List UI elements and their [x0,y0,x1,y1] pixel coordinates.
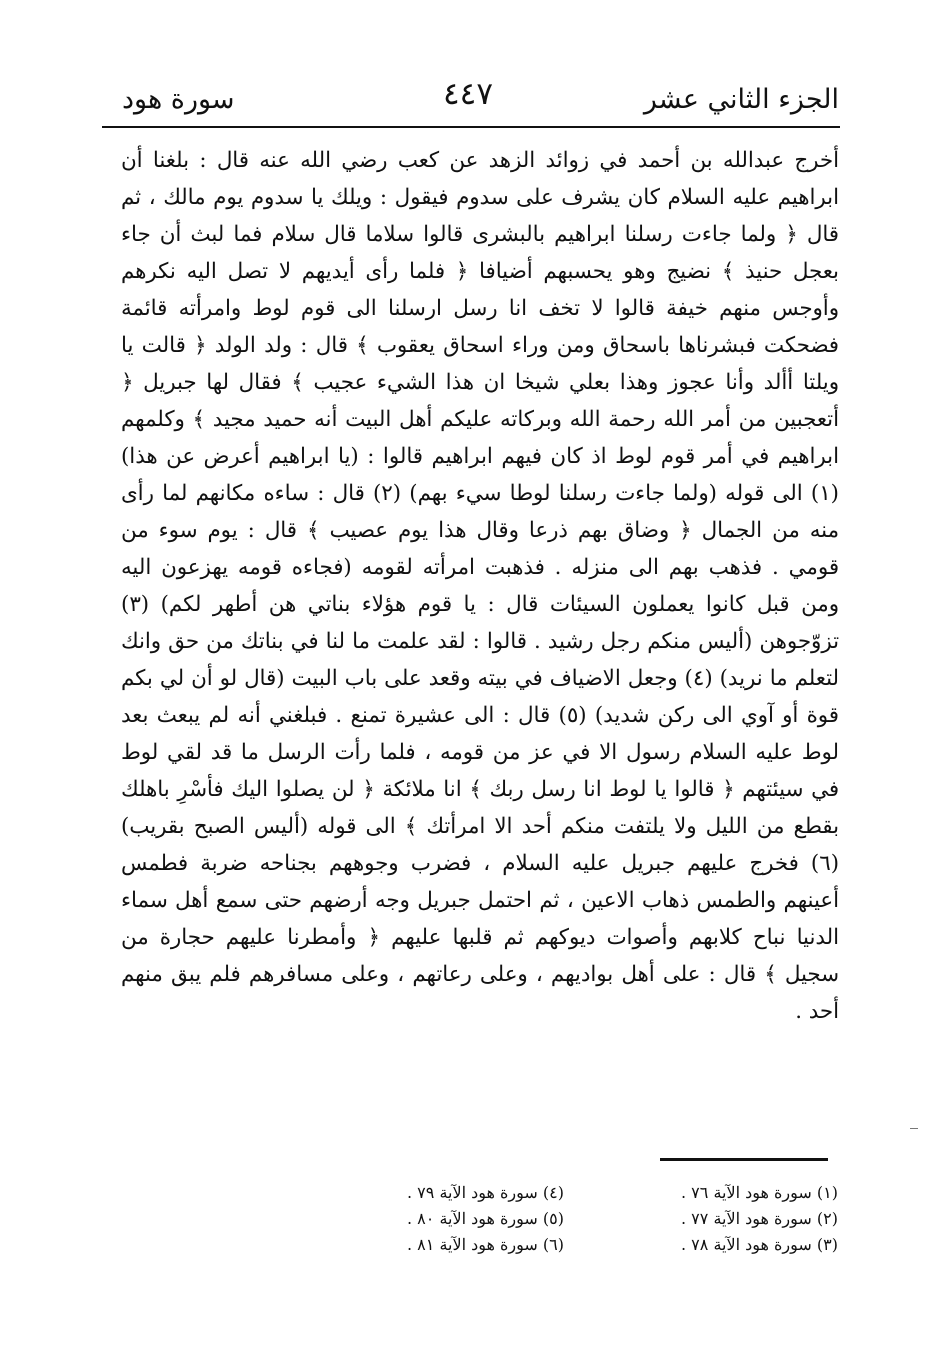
footnote-4: (٤) سورة هود الآية ٧٩ . [407,1183,564,1202]
margin-mark [910,1128,918,1129]
footnote-divider [660,1158,828,1161]
main-paragraph: أخرج عبدالله بن أحمد في زوائد الزهد عن كعب رضي الله عنه قال : بلغنا أن ابراهيم عليه السلام كان يشرف على سدوم فيقول : ويلك يا سدوم يوم مالك ، ثم قال ﴿ ولما جاءت رسلنا ابراهيم بالبشرى قالوا سلاما قال سلام فما لبث أن جاء بعجل حنيذ ﴾ نضيج وهو يحسبهم أضيافا ﴿ فلما رأى أيديهم لا تصل اليه نكرهم وأوجس منهم خيفة قالوا لا تخف انا رسل ارسلنا الى قوم لوط وامرأته قائمة فضحكت فبشرناها باسحاق ومن وراء اسحاق يعقوب ﴾ قال : ولد الولد ﴿ قالت يا ويلتا أألد وأنا عجوز وهذا بعلي شيخا ان هذا الشيء عجيب ﴾ فقال لها جبريل ﴿ أتعجبين من أمر الله رحمة الله وبركاته عليكم أهل البيت أنه حميد مجيد ﴾ وكلمهم ابراهيم في أمر قوم لوط اذ كان فيهم ابراهيم قالوا : (يا ابراهيم أعرض عن هذا) (١) الى قوله (ولما جاءت رسلنا لوطا سيء بهم) (٢) قال : ساءه مكانهم لما رأى منه من الجمال ﴿ وضاق بهم ذرعا وقال هذا يوم عصيب ﴾ قال : يوم سوء من قومي . فذهب بهم الى منزله . فذهبت امرأته لقومه (فجاءه قومه يهزعون اليه ومن قبل كانوا يعملون السيئات قال : يا قوم هؤلاء بناتي هن أطهر لكم) (٣) تزوّجوهن (أليس منكم رجل رشيد . قالوا : لقد علمت ما لنا في بناتك من حق وانك لتعلم ما نريد) (٤) وجعل الاضياف في بيته وقعد على باب البيت (قال لو أن لي بكم قوة أو آوي الى ركن شديد) (٥) قال : الى عشيرة تمنع . فبلغني أنه لم يبعث بعد لوط عليه السلام رسول الا في عز من قومه ، فلما رأت الرسل ما قد لقي لوط في سيئتهم ﴿ قالوا يا لوط انا رسل ربك ﴾ انا ملائكة ﴿ لن يصلوا اليك فأسْرِ باهلك بقطع من الليل ولا يلتفت منكم أحد الا امرأتك ﴾ الى قوله (أليس الصبح بقريب) (٦) فخرج عليهم جبريل عليه السلام ، فضرب وجوههم بجناحه ضربة فطمس أعينهم والطمس ذهاب الاعين ، ثم احتمل جبريل وجه أرضهم حتى سمع أهل سماء الدنيا نباح كلابهم وأصوات ديوكهم ثم قلبها عليهم ﴿ وأمطرنا عليهم حجارة من سجيل ﴾ قال : على أهل بواديهم ، وعلى رعاتهم ، وعلى مسافرهم فلم يبق منهم أحد . [121,148,840,1024]
book-part-heading: الجزء الثاني عشر [643,84,839,115]
footnotes-column-right [598,1180,838,1258]
footnote-3: (٣) سورة هود الآية ٧٨ . [681,1235,838,1254]
footnote-6: (٦) سورة هود الآية ٨١ . [407,1235,564,1254]
footnote-5: (٥) سورة هود الآية ٨٠ . [407,1209,564,1228]
footnotes-column-left [324,1180,564,1258]
footnote-2: (٢) سورة هود الآية ٧٧ . [681,1209,838,1228]
main-text-block [121,142,839,1030]
surah-name-heading: سورة هود [122,84,235,115]
footnote-1: (١) سورة هود الآية ٧٦ . [681,1183,838,1202]
page-number: ٤٤٧ [443,76,493,112]
header-divider [102,126,840,128]
